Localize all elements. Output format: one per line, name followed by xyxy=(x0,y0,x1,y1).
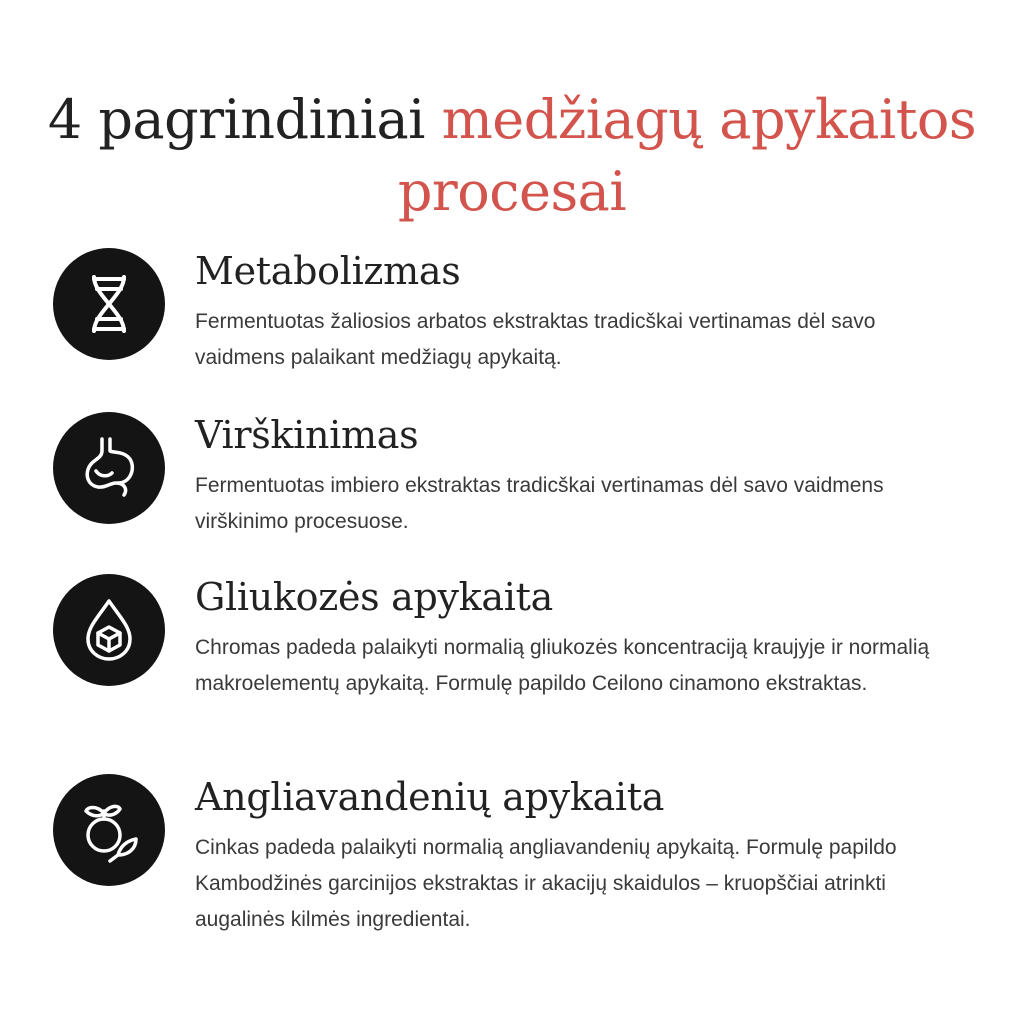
benefit-description: Fermentuotas žaliosios arbatos ekstraktas tradicškai vertinamas dėl savo vaidmens palaikant medžiagų apykaitą. xyxy=(195,310,876,369)
benefit-description: Fermentuotas imbiero ekstraktas tradicškai vertinamas dėl savo vaidmens virškinimo procesuose. xyxy=(195,474,884,533)
benefit-description: Chromas padeda palaikyti normalią gliukozės koncentraciją kraujyje ir normalią makroelementų apykaitą. Formulę papildo Ceilono cinamono ekstraktas. xyxy=(195,636,930,695)
dna-icon xyxy=(53,248,165,360)
benefit-title: Virškinimas xyxy=(195,413,419,457)
stomach-icon xyxy=(53,412,165,524)
fruit-leaf-icon xyxy=(53,774,165,886)
benefit-title: Angliavandenių apykaita xyxy=(195,775,665,819)
benefit-title: Gliukozės apykaita xyxy=(195,575,553,619)
title-accent-part: medžiagų apykaitos procesai xyxy=(397,88,977,223)
title-dark-part: 4 pagrindiniai xyxy=(47,88,425,151)
benefit-title: Metabolizmas xyxy=(195,249,461,293)
page-title xyxy=(0,84,1024,228)
benefit-description: Cinkas padeda palaikyti normalią angliavandenių apykaitą. Formulę papildo Kambodžinės garcinijos ekstraktas ir akacijų skaidulos – kruopščiai atrinkti augalinės kilmės ingredientai. xyxy=(195,836,897,931)
glucose-drop-icon xyxy=(53,574,165,686)
